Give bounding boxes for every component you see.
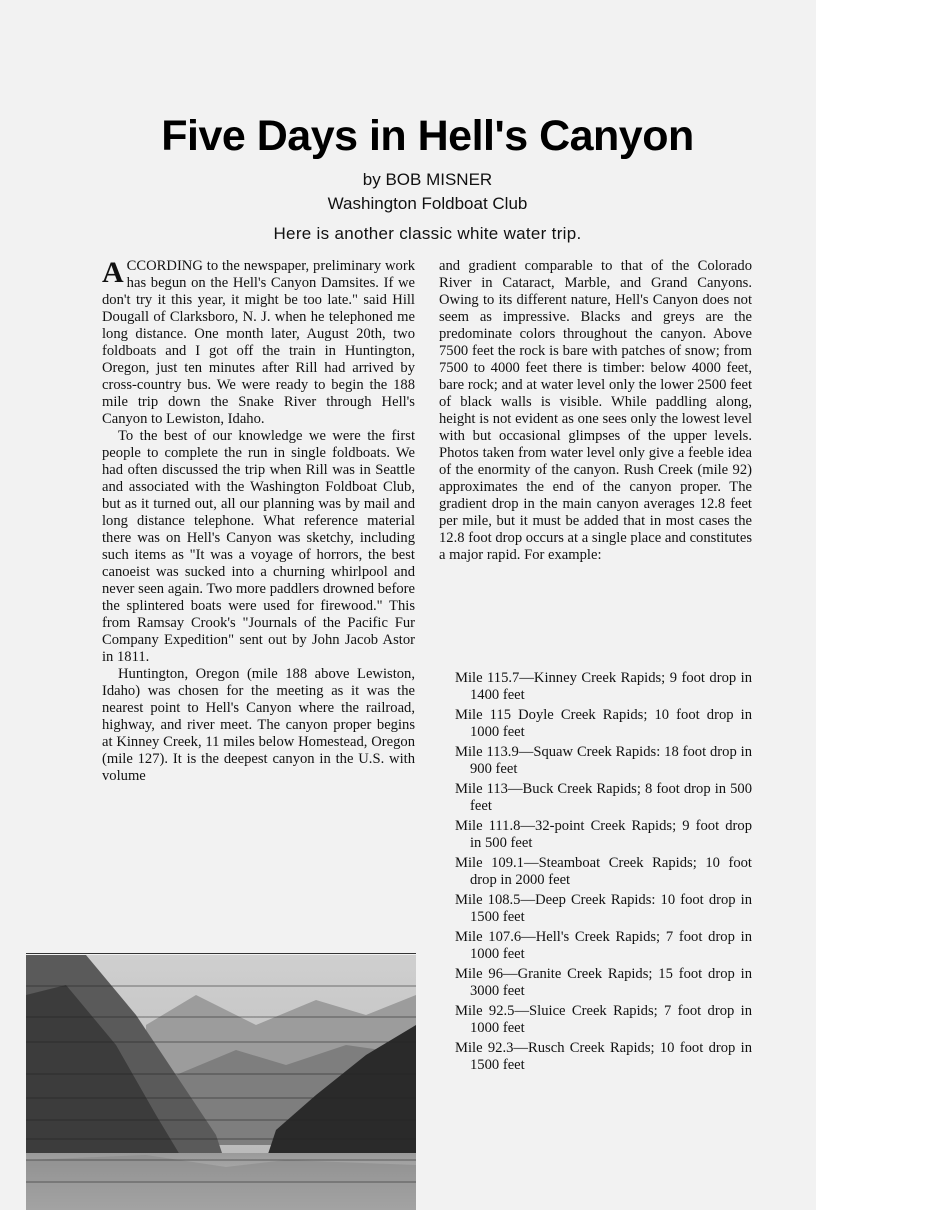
canyon-photo-image	[26, 955, 416, 1210]
paragraph-1	[102, 258, 415, 428]
photo-top-rule	[26, 953, 416, 954]
article-byline: by BOB MISNER	[362, 170, 493, 189]
paragraph-3: Huntington, Oregon (mile 188 above Lewiston, Idaho) was chosen for the meeting as it was the nearest point to Hell's Canyon where the railroad, highway, and river meet. The canyon proper begins at Kinney Creek, 11 miles below Homestead, Oregon (mile 127). It is the deepest canyon in the U.S. with volume	[102, 666, 415, 784]
rapids-list-item: Mile 96—Granite Creek Rapids; 15 foot drop in 3000 feet	[455, 966, 752, 999]
rapids-list-item: Mile 115.7—Kinney Creek Rapids; 9 foot drop in 1400 feet	[455, 670, 752, 703]
paragraph-1-text: CCORDING to the newspaper, preliminary work has begun on the Hell's Canyon Damsites. If we don't try it this year, it might be too late." said Hill Dougall of Clarksboro, N. J. when he telephoned me long distance. One month later, August 20th, two foldboats and I got off the train in Huntington, Oregon, just ten minutes after Rill had arrived by cross-country bus. We were ready to begin the 188 mile trip down the Snake River through Hell's Canyon to Lewiston, Idaho.	[102, 258, 415, 427]
rapids-list-item: Mile 115 Doyle Creek Rapids; 10 foot drop in 1000 feet	[455, 707, 752, 740]
rapids-list-item: Mile 108.5—Deep Creek Rapids: 10 foot drop in 1500 feet	[455, 892, 752, 925]
rapids-list-item: Mile 92.5—Sluice Creek Rapids; 7 foot drop in 1000 feet	[455, 1003, 752, 1036]
rapids-list-item: Mile 111.8—32-point Creek Rapids; 9 foot drop in 500 feet	[455, 818, 752, 851]
article-tagline: Here is another classic white water trip.	[273, 224, 582, 243]
canyon-photo	[26, 955, 416, 1210]
paragraph-4: and gradient comparable to that of the Colorado River in Cataract, Marble, and Grand Canyons. Owing to its different nature, Hell's Canyon does not seem as impressive. Blacks and greys are the predominate colors throughout the canyon. Above 7500 feet the rock is bare with patches of snow; from 7500 to 4000 feet there is timber: below 4000 feet, bare rock; and at water level only the lower 2500 feet of black walls is visible. While paddling along, height is not evident as one sees only the lowest level with but occasional glimpses of the upper levels. Photos taken from water level only give a feeble idea of the enormity of the canyon. Rush Creek (mile 92) approximates the end of the canyon proper. The gradient drop in the main canyon averages 12.8 feet per mile, but it must be added that in most cases the 12.8 foot drop occurs at a single place and constitutes a major rapid. For example:	[439, 258, 752, 563]
article-title: Five Days in Hell's Canyon	[161, 112, 694, 160]
rapids-list-item: Mile 92.3—Rusch Creek Rapids; 10 foot drop in 1500 feet	[455, 1040, 752, 1073]
left-column	[102, 258, 415, 785]
right-column	[439, 258, 752, 564]
rapids-list-item: Mile 107.6—Hell's Creek Rapids; 7 foot drop in 1000 feet	[455, 929, 752, 962]
author-affiliation: Washington Foldboat Club	[327, 194, 528, 213]
paragraph-2: To the best of our knowledge we were the first people to complete the run in single foldboats. We had often discussed the trip when Rill was in Seattle and associated with the Washington Foldboat Club, but as it turned out, all our planning was by mail and long distance telephone. What reference material there was on Hell's Canyon was sketchy, including such items as "It was a voyage of horrors, the best canoeist was sucked into a churning whirlpool and never seen again. Two more paddlers drowned before the splintered boats were used for firewood." This from Ramsay Crook's "Journals of the Pacific Fur Company Expedition" sent out by John Jacob Astor in 1811.	[102, 428, 415, 665]
rapids-list-item: Mile 113.9—Squaw Creek Rapids: 18 foot drop in 900 feet	[455, 744, 752, 777]
rapids-list-item: Mile 113—Buck Creek Rapids; 8 foot drop in 500 feet	[455, 781, 752, 814]
rapids-list	[455, 670, 752, 1077]
rapids-list-item: Mile 109.1—Steamboat Creek Rapids; 10 foot drop in 2000 feet	[455, 855, 752, 888]
drop-cap: A	[102, 256, 124, 289]
